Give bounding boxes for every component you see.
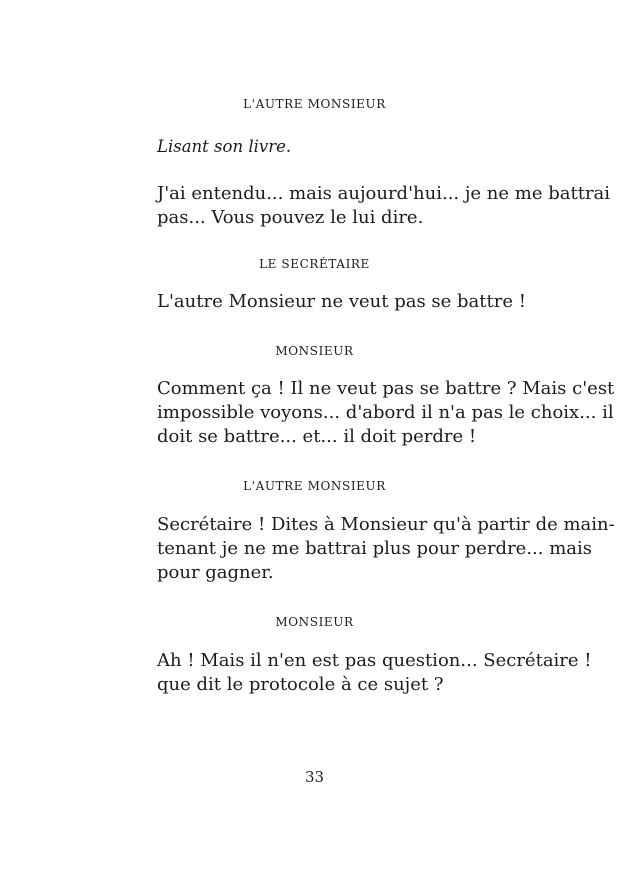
dialogue-line: L'autre Monsieur ne veut pas se battre !	[157, 291, 526, 312]
dialogue-line: pour gagner.	[157, 562, 274, 583]
dialogue-line: J'ai entendu... mais aujourd'hui... je ne me battrai	[157, 183, 611, 204]
dialogue-line: pas... Vous pouvez le lui dire.	[157, 207, 424, 228]
stage-direction: Lisant son livre.	[157, 137, 292, 156]
dialogue-line: que dit le protocole à ce sujet ?	[157, 674, 444, 695]
page-number: 33	[304, 768, 325, 786]
dialogue-line: tenant je ne me battrai plus pour perdre... mais	[157, 538, 593, 559]
speaker-name: L'AUTRE MONSIEUR	[243, 479, 386, 493]
speaker-name: L'AUTRE MONSIEUR	[243, 97, 386, 111]
dialogue-line: doit se battre... et... il doit perdre !	[157, 426, 477, 447]
speaker-name: LE SECRÉTAIRE	[259, 257, 370, 271]
dialogue-line: Secrétaire ! Dites à Monsieur qu'à partir de main-	[157, 514, 615, 535]
speaker-name: MONSIEUR	[275, 344, 354, 358]
dialogue-line: Ah ! Mais il n'en est pas question... Secrétaire !	[157, 650, 592, 671]
dialogue-line: Comment ça ! Il ne veut pas se battre ? Mais c'est	[157, 378, 615, 399]
dialogue-line: impossible voyons... d'abord il n'a pas le choix... il	[157, 402, 614, 423]
speaker-name: MONSIEUR	[275, 615, 354, 629]
